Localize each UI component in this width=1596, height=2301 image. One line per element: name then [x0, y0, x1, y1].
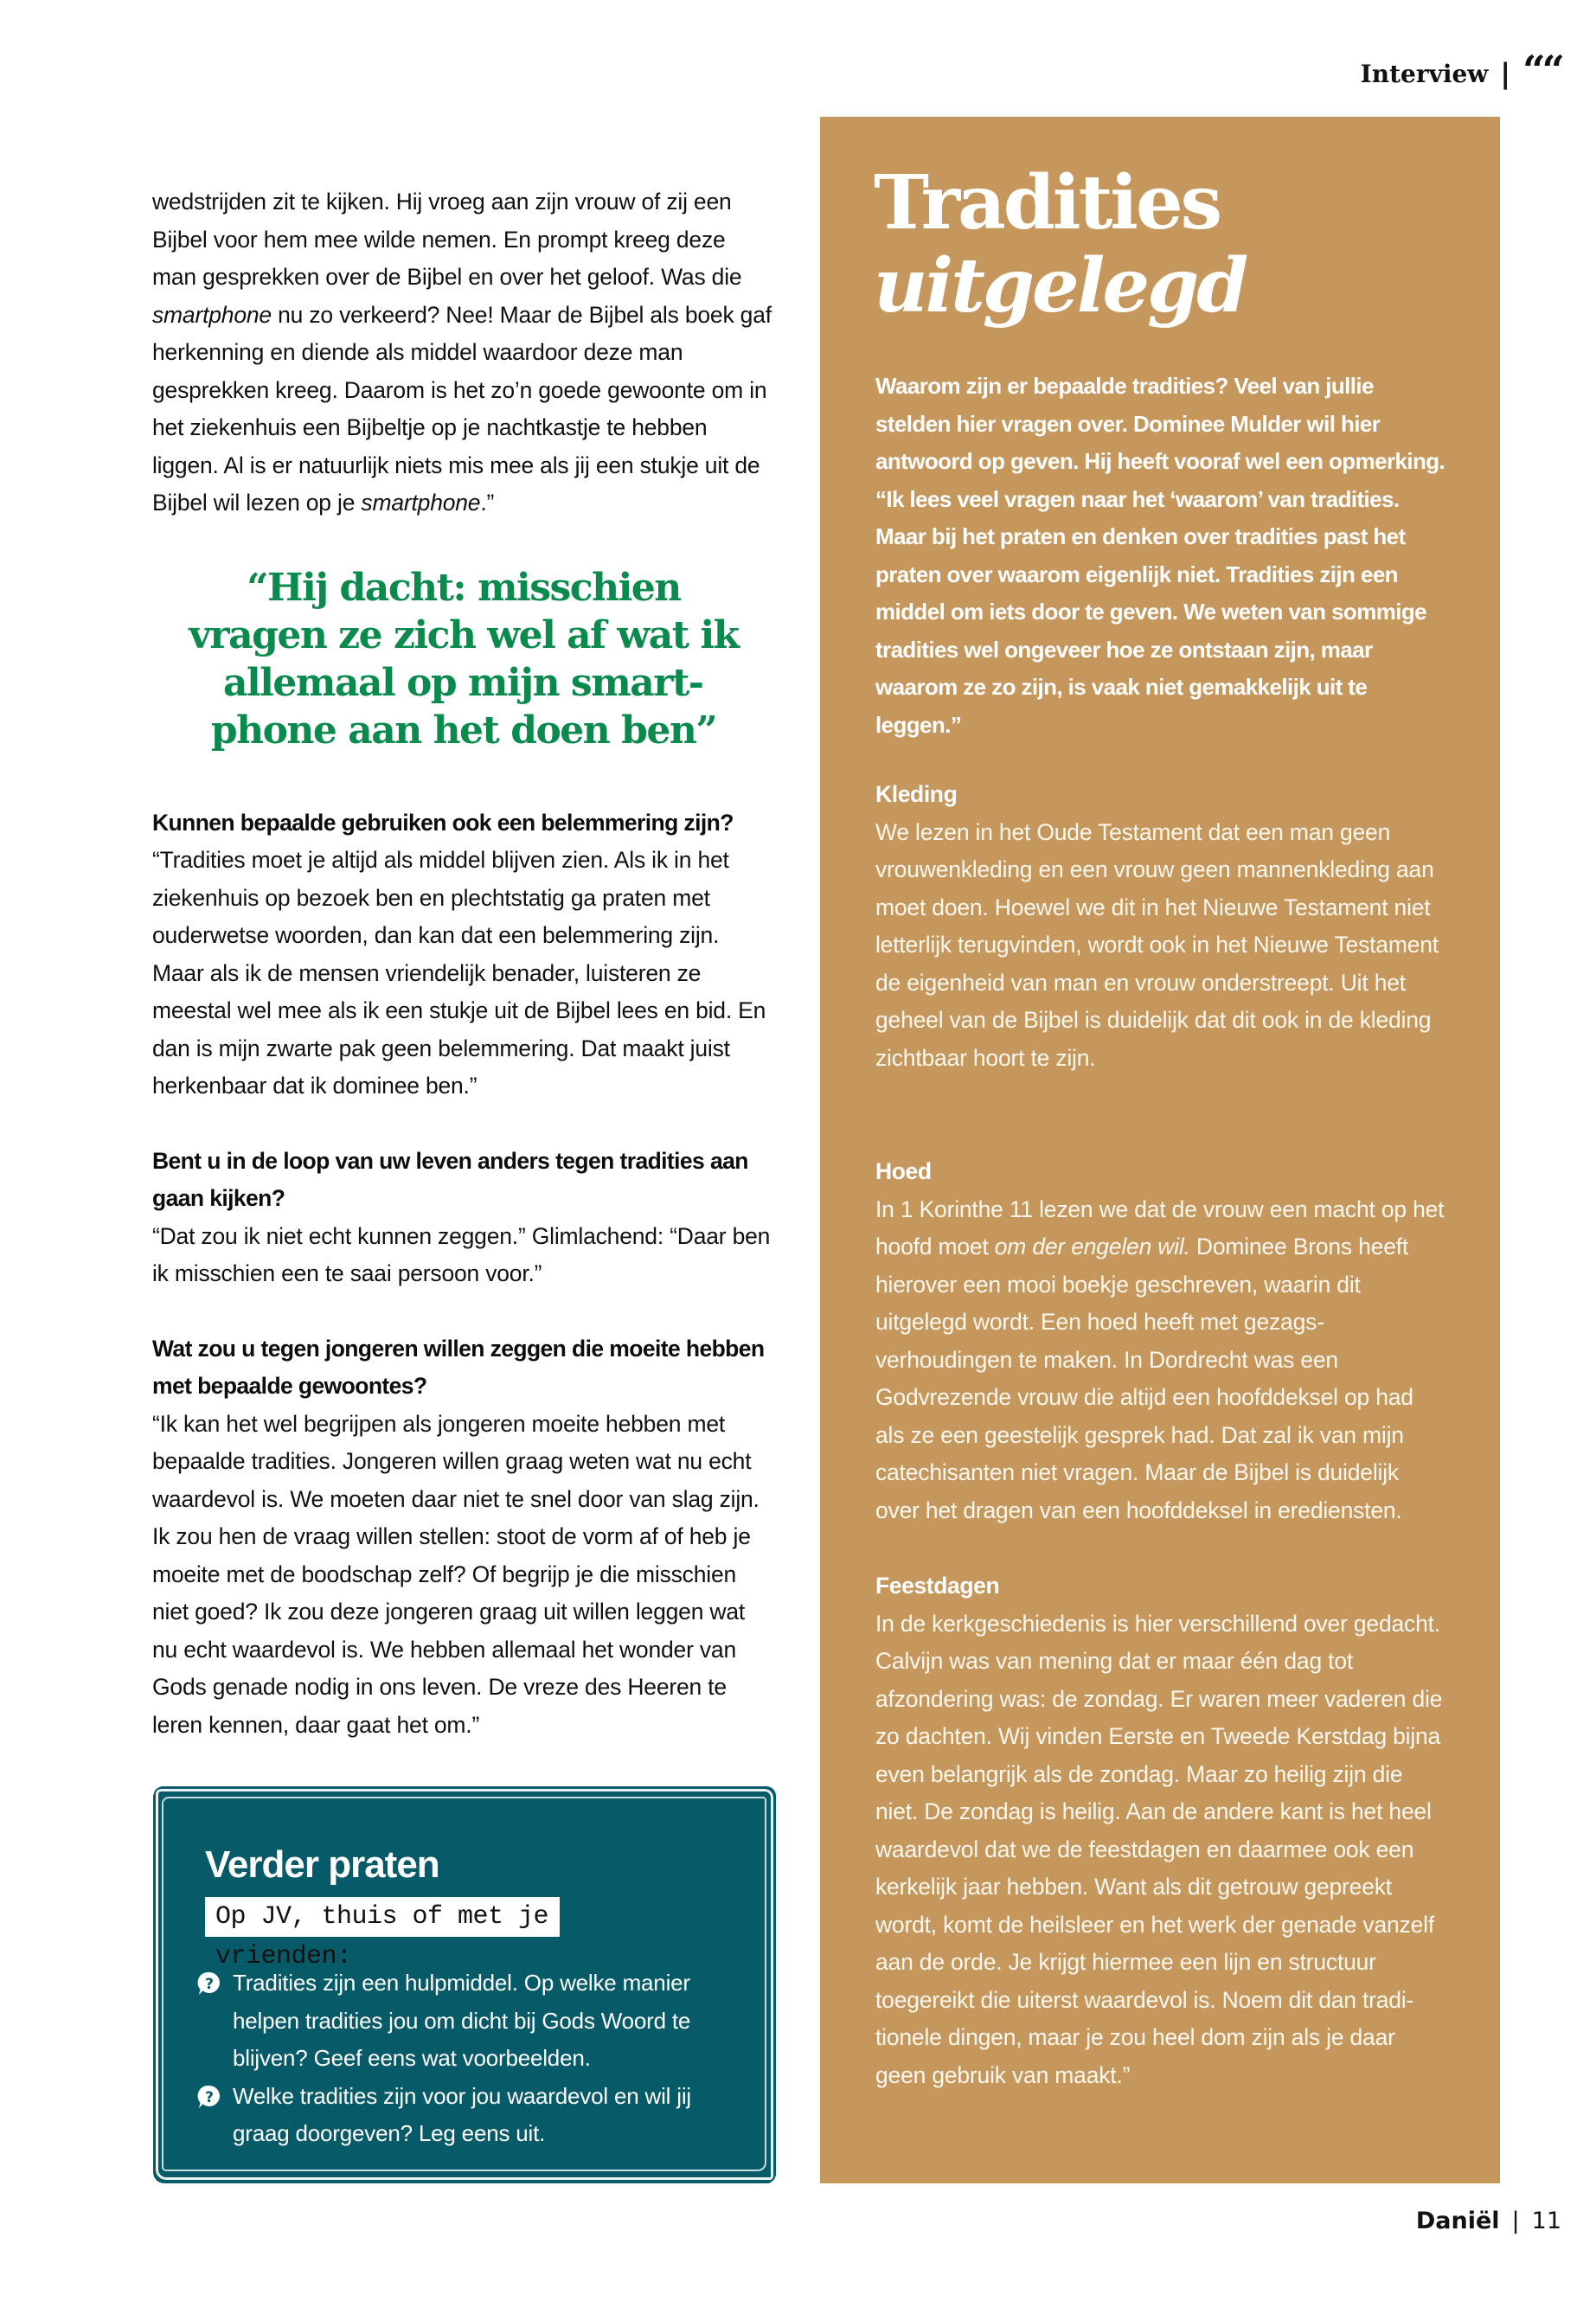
- verder-praten-subtitle: Op JV, thuis of met je vrienden:: [205, 1897, 560, 1937]
- section-heading: Feestdagen: [875, 1573, 1000, 1599]
- sidebar-title-line2: uitgelegd: [874, 242, 1247, 330]
- svg-text:?: ?: [205, 2088, 214, 2106]
- verder-praten-title: Verder praten: [205, 1843, 439, 1886]
- discussion-question: ? Tradities zijn een hulpmiddel. Op welke manier helpen tradities jou om dicht bij Gods Woord te blijven? Geef eens wat voorbeelden.: [196, 1965, 750, 2078]
- emphasis: smartphone: [152, 301, 272, 328]
- emphasis: smartphone: [361, 490, 481, 516]
- article-left-column: [152, 183, 775, 1744]
- sidebar-section-hoed: [875, 1153, 1446, 1529]
- footer-separator: |: [1511, 2208, 1520, 2234]
- section-body: We lezen in het Oude Testament dat een man geen vrouwenkleding en een vrouw geen mannenkleding aan moet doen. Hoewel we dit in het Nieuwe Testament niet letterlijk terugvinden, wordt ook in het Nieuwe Testament de eigenheid van man en vrouw onderstreept. Uit het geheel van de Bijbel is duidelijk dat dit ook in de kleding zichtbaar hoort te zijn.: [875, 818, 1439, 1071]
- interview-question: Bent u in de loop van uw leven anders tegen tradities aan gaan kijken?: [152, 1147, 748, 1211]
- section-label: Interview: [1360, 59, 1489, 88]
- section-body: In 1 Korinthe 11 lezen we dat de vrouw een macht op het hoofd moet om der engelen wil. Dominee Brons heeft hierover een mooi boekje geschreven, waarin dit uitgelegd wordt. Een hoed heeft met gezagsverhoudingen te maken. In Dordrecht was een Godvrezende vrouw die altijd een hoofddeksel op had als ze een geestelijk gesprek had. Dat zal ik van mijn catechisanten niet vragen. Maar de Bijbel is duidelijk over het dragen van een hoofddeksel in erediensten.: [875, 1195, 1445, 1523]
- interview-answer: “Tradities moet je altijd als middel blijven zien. Als ik in het ziekenhuis op bezoek ben en plechtstatig ga praten met ouderwetse woorden, dan kan dat een belemmering zijn. Maar als ik de mensen vriendelijk benader, luisteren ze meestal wel mee als ik een stukje uit de Bijbel lees en bid. En dan is mijn zwarte pak geen belemmering. Dat maakt juist herkenbaar dat ik dominee ben.”: [152, 847, 766, 1099]
- page-number: 11: [1531, 2208, 1561, 2234]
- question-bubble-icon: [196, 2084, 222, 2110]
- opening-paragraph: wedstrijden zit te kijken. Hij vroeg aan zijn vrouw of zij een Bijbel voor hem mee wilde nemen. En prompt kreeg deze man gesprekken over de Bijbel en over het geloof. Was die smartphone nu zo verkeerd? Nee! Maar de Bijbel als boek gaf herkenning en diende als middel waardoor deze man gesprekken kreeg. Daarom is het zo’n goede gewoonte om in het ziekenhuis een Bijbeltje op je nachtkastje te hebben liggen. Al is er natuurlijk niets mis mee als jij een stukje uit de Bijbel wil lezen op je smartphone.”: [152, 189, 772, 516]
- sidebar-section-kleding: [875, 776, 1446, 1077]
- sidebar-title: [874, 159, 1247, 330]
- sidebar-intro: Waarom zijn er bepaalde tradities? Veel van jullie stelden hier vragen over. Dominee Mulder wil hier antwoord op geven. Hij heeft vooraf wel een opmerking. “Ik lees veel vragen naar het ‘waarom’ van tradities. Maar bij het praten en denken over tradities past het praten over waarom eigenlijk niet. Tradities zijn een middel om iets door te geven. We weten van sommige tradities wel ongeveer hoe ze ontstaan zijn, maar waarom ze zo zijn, is vaak niet gemakkelijk uit te leggen.”: [875, 373, 1445, 738]
- running-head: [1360, 47, 1561, 93]
- quote-icon: ““: [1522, 47, 1561, 93]
- interview-question: Kunnen bepaalde gebruiken ook een belemmering zijn?: [152, 809, 734, 836]
- qa-block: [152, 1330, 775, 1745]
- magazine-name: Daniël: [1415, 2208, 1500, 2234]
- interview-answer: “Dat zou ik niet echt kunnen zeggen.” Glimlachend: “Daar ben ik misschien een te saai persoon voor.”: [152, 1222, 771, 1286]
- sidebar-title-line1: Tradities: [874, 159, 1221, 247]
- discussion-questions: [196, 1965, 750, 2153]
- question-bubble-icon: [196, 1971, 222, 1997]
- pull-quote: “Hij dacht: misschien vragen ze zich wel af wat ik allemaal op mijn smartphone aan het doen ben”: [189, 565, 739, 753]
- page-footer: [1416, 2208, 1561, 2234]
- discussion-question: ? Welke tradities zijn voor jou waardevol en wil jij graag doorgeven? Leg eens uit.: [196, 2078, 750, 2153]
- verder-praten-box: [156, 1789, 773, 2180]
- qa-block: [152, 804, 775, 1106]
- sidebar-section-feestdagen: [875, 1567, 1446, 2094]
- svg-text:?: ?: [205, 1976, 214, 1993]
- header-separator: |: [1500, 57, 1511, 90]
- tradities-sidebar: [820, 117, 1500, 2183]
- section-heading: Hoed: [875, 1158, 932, 1184]
- section-heading: Kleding: [875, 781, 958, 807]
- qa-block: [152, 1143, 775, 1293]
- interview-answer: “Ik kan het wel begrijpen als jongeren moeite hebben met bepaalde tradities. Jongeren willen graag weten wat nu echt waardevol is. We moeten daar niet te snel door van slag zijn. Ik zou hen de vraag willen stellen: stoot de vorm af of heb je moeite met de boodschap zelf? Of begrijp je die misschien niet goed? Ik zou deze jongeren graag uit willen leggen wat nu echt waardevol is. We hebben allemaal het wonder van Gods genade nodig in ons leven. De vreze des Heeren te leren kennen, daar gaat het om.”: [152, 1410, 760, 1738]
- section-body: In de kerkgeschiedenis is hier verschillend over gedacht. Calvijn was van mening dat er maar één dag tot afzondering was: de zondag. Er waren meer vaderen die zo dachten. Wij vinden Eerste en Tweede Kerstdag bijna even belangrijk als de zondag. Maar zo heilig zijn die niet. De zondag is heilig. Aan de andere kant is het heel waardevol dat we de feestdagen en daarmee ook een kerkelijk jaar hebben. Want als dit getrouw gepreekt wordt, komt de heilsleer en het werk der genade vanzelf aan de orde. Je krijgt hiermee een lijn en structuur toegereikt die uiterst waardevol is. Noem dit dan traditionele dingen, maar je zou heel dom zijn als je daar geen gebruik van maakt.”: [875, 1610, 1443, 2088]
- emphasis: om der engelen wil.: [994, 1234, 1190, 1259]
- interview-question: Wat zou u tegen jongeren willen zeggen die moeite hebben met bepaalde gewoontes?: [152, 1335, 765, 1399]
